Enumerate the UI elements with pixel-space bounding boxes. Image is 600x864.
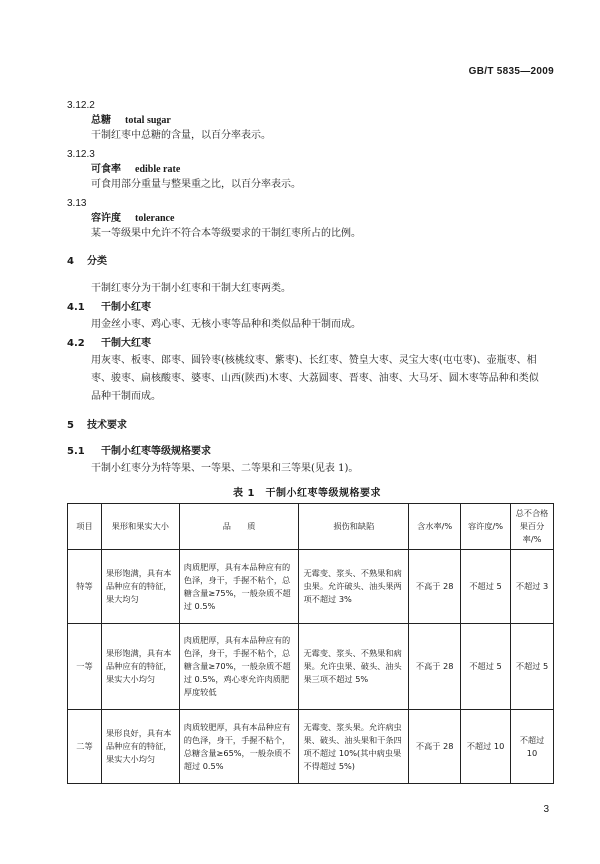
paragraph: 干制小红枣分为特等果、一等果、二等果和三等果(见表 1)。	[91, 463, 359, 474]
term-zh: 总糖	[91, 115, 111, 126]
cell-shape: 果形饱满，具有本品种应有的特征，果大均匀	[101, 550, 179, 624]
table-header-row	[68, 504, 554, 550]
clause-number: 3.12.3	[67, 149, 95, 160]
term-en: total sugar	[125, 115, 171, 126]
grade-spec-table	[67, 503, 554, 784]
section-number: 5	[67, 420, 74, 431]
cell-total-unqualified: 不超过 10	[511, 710, 554, 784]
header-total-unqualified: 总不合格果百分率/%	[511, 504, 554, 550]
standard-code: GB/T 5835—2009	[468, 66, 554, 77]
subsection-title: 干制小红枣等级规格要求	[101, 446, 211, 457]
clause-number: 3.12.2	[67, 100, 95, 111]
subsection-heading	[67, 336, 547, 352]
subsection-title: 干制小红枣	[101, 302, 151, 313]
subsection-number: 4.2	[67, 338, 85, 349]
subsection-number: 4.1	[67, 302, 85, 313]
section-title: 分类	[87, 256, 107, 267]
term-definition: 某一等级果中允许不符合本等级要求的干制红枣所占的比例。	[91, 228, 361, 239]
subsection-title: 干制大红枣	[101, 338, 151, 349]
clause-number: 3.13	[67, 198, 87, 209]
term-en: tolerance	[135, 213, 175, 224]
cell-tolerance: 不超过 5	[461, 550, 511, 624]
cell-quality: 肉质肥厚，具有本品种应有的色泽，身干，手握不粘个，总糖含量≥75%，一般杂质不超过 0.5%	[179, 550, 299, 624]
term-heading	[91, 113, 547, 128]
cell-total-unqualified: 不超过 5	[511, 624, 554, 710]
term-definition: 可食用部分重量与整果重之比，以百分率表示。	[91, 179, 301, 190]
term-zh: 可食率	[91, 164, 121, 175]
cell-tolerance: 不超过 10	[461, 710, 511, 784]
cell-damage: 无霉变、浆头果。允许病虫果、破头、油头果和干条四项不超过 10%(其中病虫果不得超过 5%)	[299, 710, 409, 784]
paragraph: 干制红枣分为干制小红枣和干制大红枣两类。	[91, 283, 291, 294]
cell-shape: 果形饱满，具有本品种应有的特征，果实大小均匀	[101, 624, 179, 710]
header-grade: 项目	[68, 504, 102, 550]
term-heading	[91, 211, 547, 226]
section-heading	[67, 254, 547, 270]
cell-grade: 特等	[68, 550, 102, 624]
section-heading	[67, 418, 547, 434]
term-en: edible rate	[135, 164, 181, 175]
header-quality: 品 质	[179, 504, 299, 550]
table-row	[68, 550, 554, 624]
section-number: 4	[67, 256, 74, 267]
paragraph: 用灰枣、板枣、郎枣、圆铃枣(核桃纹枣、紫枣)、长红枣、赞皇大枣、灵宝大枣(屯屯枣)、壶瓶枣、相枣、骏枣、扁核酸枣、婆枣、山西(陕西)木枣、大荔圆枣、晋枣、油枣、大马牙、圆木枣等品种和类似品种干制而成。	[91, 355, 539, 402]
cell-quality: 肉质肥厚，具有本品种应有的色泽，身干，手握不粘个，总糖含量≥70%，一般杂质不超过 0.5%，鸡心枣允许肉质肥厚度较低	[179, 624, 299, 710]
cell-damage: 无霉变、浆头、不熟果和病虫果。允许破头、油头果两项不超过 3%	[299, 550, 409, 624]
subsection-heading	[67, 444, 547, 460]
cell-shape: 果形良好，具有本品种应有的特征，果实大小均匀	[101, 710, 179, 784]
paragraph: 用金丝小枣、鸡心枣、无核小枣等品种和类似品种干制而成。	[91, 319, 361, 330]
term-definition: 干制红枣中总糖的含量，以百分率表示。	[91, 130, 271, 141]
header-tolerance: 容许度/%	[461, 504, 511, 550]
document-body	[67, 97, 547, 505]
page-number: 3	[543, 804, 549, 815]
cell-grade: 二等	[68, 710, 102, 784]
header-moisture: 含水率/%	[409, 504, 461, 550]
term-zh: 容许度	[91, 213, 121, 224]
cell-moisture: 不高于 28	[409, 710, 461, 784]
cell-moisture: 不高于 28	[409, 550, 461, 624]
cell-total-unqualified: 不超过 3	[511, 550, 554, 624]
cell-quality: 肉质较肥厚，具有本品种应有的色泽，身干，手握不粘个，总糖含量≥65%，一般杂质不超过 0.5%	[179, 710, 299, 784]
header-shape: 果形和果实大小	[101, 504, 179, 550]
cell-grade: 一等	[68, 624, 102, 710]
subsection-number: 5.1	[67, 446, 85, 457]
cell-moisture: 不高于 28	[409, 624, 461, 710]
table-row	[68, 624, 554, 710]
table-row	[68, 710, 554, 784]
term-heading	[91, 162, 547, 177]
cell-tolerance: 不超过 5	[461, 624, 511, 710]
section-title: 技术要求	[87, 420, 127, 431]
cell-damage: 无霉变、浆头、不熟果和病果。允许虫果、破头、油头果三项不超过 5%	[299, 624, 409, 710]
subsection-heading	[67, 300, 547, 316]
table-caption: 表 1 干制小红枣等级规格要求	[233, 488, 381, 499]
header-damage: 损伤和缺陷	[299, 504, 409, 550]
